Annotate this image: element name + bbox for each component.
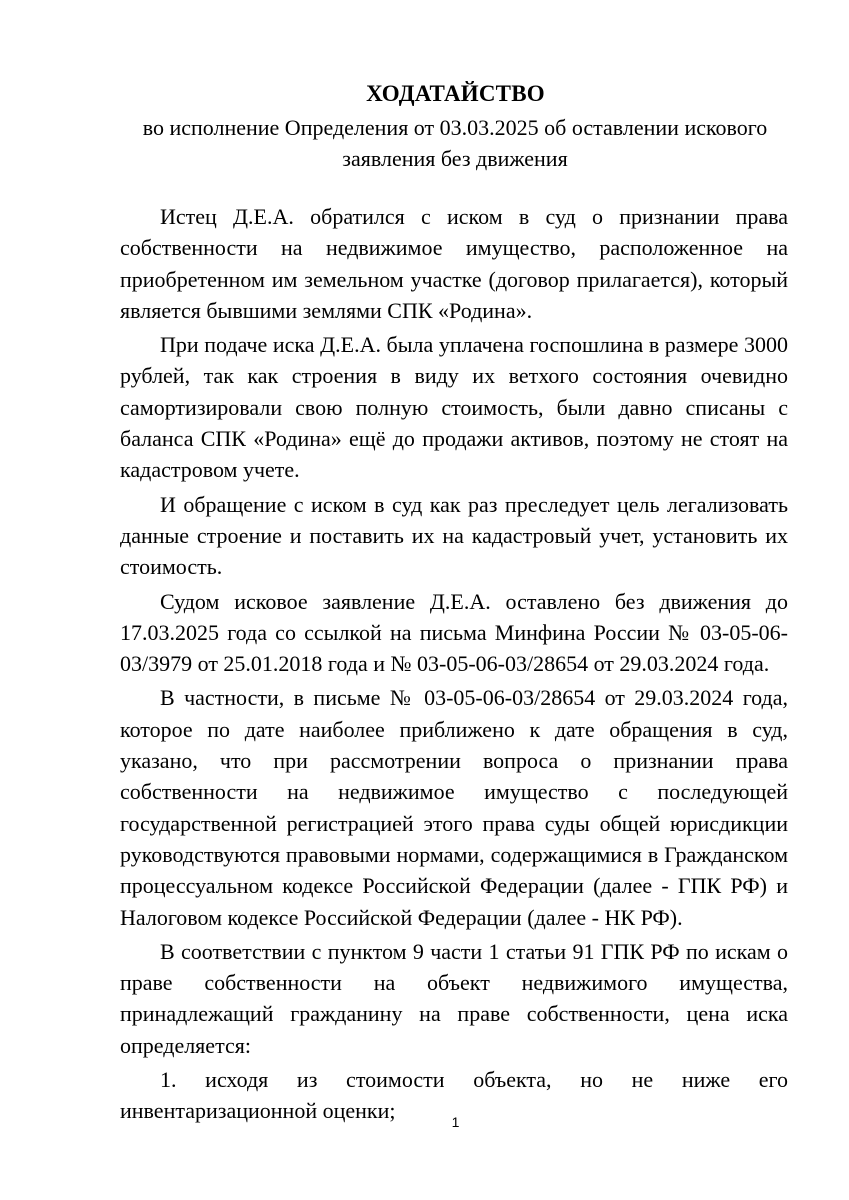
paragraph: В соответствии с пунктом 9 части 1 статьи 91 ГПК РФ по искам о праве собственности на объект недвижимого имущества, принадлежащий гражданину на праве собственности, цена иска определяется:	[120, 938, 788, 1058]
paragraph: Истец Д.Е.А. обратился с иском в суд о признании права собственности на недвижимое имущество, расположенное на приобретенном им земельном участке (договор прилагается), который является бывшими землями СПК «Родина».	[120, 204, 788, 323]
page-number: 1	[451, 1114, 460, 1130]
paragraph: И обращение с иском в суд как раз преследует цель легализовать данные строение и поставить их на кадастровый учет, установить их стоимость.	[120, 491, 788, 580]
list-item: 1. исходя из стоимости объекта, но не ниже его инвентаризационной оценки;	[120, 1067, 788, 1124]
subtitle-line-1: во исполнение Определения от 03.03.2025 об оставлении искового	[142, 115, 768, 140]
document-body	[120, 201, 788, 1127]
document-title: ХОДАТАЙСТВО	[366, 81, 545, 106]
document-subtitle	[110, 112, 800, 174]
paragraph: В частности, в письме № 03-05-06-03/28654 от 29.03.2024 года, которое по дате наиболее приближено к дате обращения в суд, указано, что при рассмотрении вопроса о признании права собственности на недвижимое имущество с последующей государственной регистрацией этого права суды общей юрисдикции руководствуются правовыми нормами, содержащимися в Гражданском процессуальном кодексе Российской Федерации (далее - ГПК РФ) и Налоговом кодексе Российской Федерации (далее - НК РФ).	[120, 685, 788, 930]
paragraph: Судом исковое заявление Д.Е.А. оставлено без движения до 17.03.2025 года со ссылкой на письма Минфина России № 03-05-06-03/3979 от 25.01.2018 года и № 03-05-06-03/28654 от 29.03.2024 года.	[120, 588, 788, 677]
subtitle-line-2: заявления без движения	[342, 146, 568, 171]
paragraph: При подаче иска Д.Е.А. была уплачена госпошлина в размере 3000 рублей, так как строения в виду их ветхого состояния очевидно самортизировали свою полную стоимость, были давно списаны с баланса СПК «Родина» ещё до продажи активов, поэтому не стоят на кадастровом учете.	[120, 332, 788, 483]
